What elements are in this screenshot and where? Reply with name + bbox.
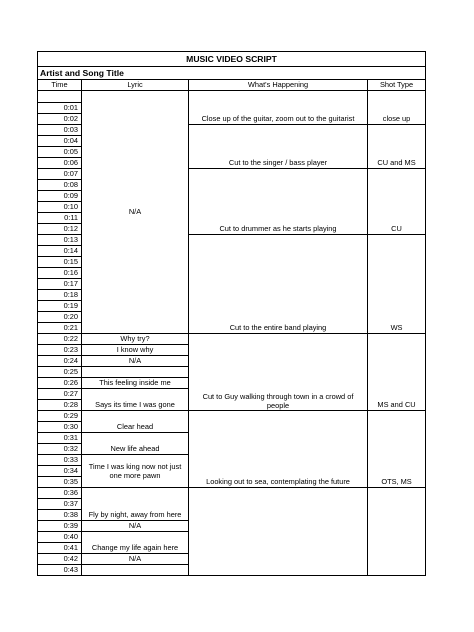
shot-5: MS and CU: [368, 334, 426, 411]
lyric-cell: This feeling inside me: [82, 378, 189, 389]
header-shot-type: Shot Type: [368, 80, 426, 91]
time-cell: 0:01: [38, 103, 82, 114]
time-cell: 0:25: [38, 367, 82, 378]
happening-3: Cut to drummer as he starts playing: [189, 169, 368, 235]
time-cell: 0:10: [38, 202, 82, 213]
shot-empty: [368, 488, 426, 576]
lyric-intro: N/A: [82, 91, 189, 334]
time-cell: 0:07: [38, 169, 82, 180]
lyric-cell: Says its time I was gone: [82, 389, 189, 411]
time-cell: 0:39: [38, 521, 82, 532]
header-happening: What's Happening: [189, 80, 368, 91]
script-table: [37, 51, 426, 576]
time-cell: 0:42: [38, 554, 82, 565]
time-cell: 0:29: [38, 411, 82, 422]
lyric-cell: Clear head: [82, 411, 189, 433]
time-cell: 0:22: [38, 334, 82, 345]
time-cell: 0:04: [38, 136, 82, 147]
time-cell: 0:32: [38, 444, 82, 455]
shot-6: OTS, MS: [368, 411, 426, 488]
time-cell: 0:43: [38, 565, 82, 576]
time-cell: 0:26: [38, 378, 82, 389]
lyric-cell: I know why: [82, 345, 189, 356]
time-cell: 0:23: [38, 345, 82, 356]
time-cell: 0:30: [38, 422, 82, 433]
time-cell: 0:06: [38, 158, 82, 169]
time-cell: 0:12: [38, 224, 82, 235]
time-cell: 0:14: [38, 246, 82, 257]
header-lyric: Lyric: [82, 80, 189, 91]
time-cell: 0:36: [38, 488, 82, 499]
time-cell: 0:02: [38, 114, 82, 125]
lyric-cell: N/A: [82, 521, 189, 532]
time-cell: 0:17: [38, 279, 82, 290]
time-cell: 0:35: [38, 477, 82, 488]
happening-1: Close up of the guitar, zoom out to the guitarist: [189, 91, 368, 125]
time-cell: 0:27: [38, 389, 82, 400]
time-cell: 0:31: [38, 433, 82, 444]
lyric-cell: Change my life again here: [82, 532, 189, 554]
lyric-cell: New life ahead: [82, 433, 189, 455]
lyric-cell: Why try?: [82, 334, 189, 345]
header-time: Time: [38, 80, 82, 91]
artist-song-title-label: Artist and Song Title: [38, 67, 426, 80]
script-sheet: [37, 51, 425, 576]
lyric-cell: N/A: [82, 356, 189, 367]
time-cell: 0:21: [38, 323, 82, 334]
shot-3: CU: [368, 169, 426, 235]
happening-5: [189, 334, 368, 411]
shot-2: CU and MS: [368, 125, 426, 169]
lyric-cell-empty: [82, 367, 189, 378]
happening-6: Looking out to sea, contemplating the future: [189, 411, 368, 488]
time-cell: 0:40: [38, 532, 82, 543]
time-cell: 0:11: [38, 213, 82, 224]
time-cell: 0:19: [38, 301, 82, 312]
shot-4: WS: [368, 235, 426, 334]
lyric-cell: Fly by night, away from here: [82, 488, 189, 521]
time-cell: 0:28: [38, 400, 82, 411]
time-cell: 0:16: [38, 268, 82, 279]
lyric-cell: Time I was king now not just one more pawn: [82, 455, 189, 488]
happening-empty: [189, 488, 368, 576]
lyric-cell-empty: [82, 565, 189, 576]
time-cell: 0:09: [38, 191, 82, 202]
time-cell: 0:18: [38, 290, 82, 301]
time-cell: 0:37: [38, 499, 82, 510]
happening-4: Cut to the entire band playing: [189, 235, 368, 334]
time-cell: 0:03: [38, 125, 82, 136]
time-cell: 0:33: [38, 455, 82, 466]
time-cell: 0:38: [38, 510, 82, 521]
lyric-cell: N/A: [82, 554, 189, 565]
happening-2: Cut to the singer / bass player: [189, 125, 368, 169]
time-cell: 0:34: [38, 466, 82, 477]
time-cell-blank: [38, 91, 82, 103]
happening-5-text: Cut to Guy walking through town in a crowd of people: [202, 392, 354, 410]
time-cell: 0:20: [38, 312, 82, 323]
time-cell: 0:13: [38, 235, 82, 246]
time-cell: 0:05: [38, 147, 82, 158]
page-title: MUSIC VIDEO SCRIPT: [38, 52, 426, 67]
shot-1: close up: [368, 91, 426, 125]
time-cell: 0:41: [38, 543, 82, 554]
time-cell: 0:08: [38, 180, 82, 191]
time-cell: 0:24: [38, 356, 82, 367]
time-cell: 0:15: [38, 257, 82, 268]
